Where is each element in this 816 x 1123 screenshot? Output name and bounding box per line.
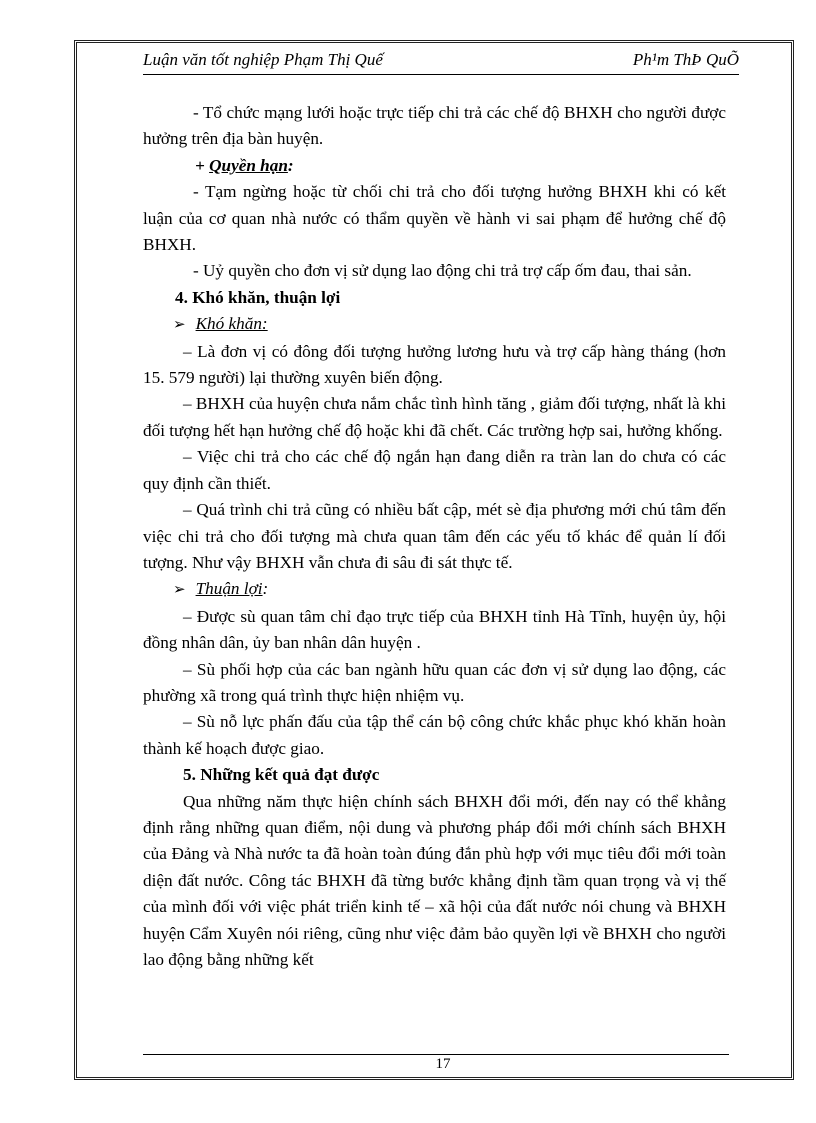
- arrow-bullet-icon: ➢: [173, 317, 186, 334]
- paragraph-advantage-2: – Sù phối hợp của các ban ngành hữu quan các đơn vị sử dụng lao động, các phường xã trong quá trình thực hiện nhiệm vụ.: [143, 659, 726, 705]
- bullet-difficulties: ➢ Khó khăn:: [173, 314, 268, 334]
- page-number: 17: [435, 1056, 451, 1072]
- arrow-bullet-icon: ➢: [173, 582, 186, 599]
- paragraph-delegate-payment: - Uỷ quyền cho đơn vị sử dụng lao động chi trả trợ cấp ốm đau, thai sản.: [193, 261, 692, 281]
- page-header: [143, 50, 739, 75]
- subheading-authority: + Quyền hạn:: [195, 155, 294, 175]
- paragraph-difficulty-1: – Là đơn vị có đông đối tượng hưởng lương hưu và trợ cấp hàng tháng (hơn 15. 579 người) lại thường xuyên biến động.: [143, 341, 726, 388]
- paragraph-difficulty-3: – Việc chi trả cho các chế độ ngắn hạn đang diễn ra tràn lan do chưa có các quy định cần thiết.: [143, 447, 726, 493]
- bullet-advantages: ➢ Thuận lợi:: [173, 579, 269, 599]
- paragraph-advantage-1: – Được sù quan tâm chỉ đạo trực tiếp của BHXH tỉnh Hà Tĩnh, huyện ủy, hội đồng nhân dân, ủy ban nhân dân huyện .: [143, 606, 726, 653]
- section-heading-5: 5. Những kết quả đạt được: [183, 765, 380, 785]
- footer-divider: [143, 1054, 729, 1055]
- header-right-author: Ph¹m ThÞ QuÕ: [632, 50, 739, 69]
- paragraph-suspend-payment: - Tạm ngừng hoặc từ chối chi trả cho đối tượng hưởng BHXH khi có kết luận của cơ quan nhà nước có thẩm quyền về hành vi sai phạm để hưởng chế độ BHXH.: [143, 182, 726, 255]
- paragraph-difficulty-4: – Quá trình chi trả cũng có nhiều bất cập, mét sè địa phương mới chú tâm đến việc chi trả cho đối tượng mà chưa quan tâm đến các yếu tố khác để quản lí đối tượng. Như vậy BHXH vẫn chưa đi sâu đi sát thực tế.: [143, 500, 726, 572]
- section-heading-4: 4. Khó khăn, thuận lợi: [175, 287, 341, 307]
- paragraph-organize-payment: - Tổ chức mạng lưới hoặc trực tiếp chi trả các chế độ BHXH cho người được hưởng trên địa bàn huyện.: [143, 103, 726, 149]
- document-body: [143, 100, 726, 973]
- header-left-title: Luận văn tốt nghiệp Phạm Thị Quế: [143, 50, 383, 69]
- paragraph-difficulty-2: – BHXH của huyện chưa nắm chắc tình hình tăng , giảm đối tượng, nhất là khi đối tượng hết hạn hưởng chế độ hoặc khi đã chết. Các trường hợp sai, hưởng khống.: [143, 394, 726, 440]
- paragraph-results: Qua những năm thực hiện chính sách BHXH đổi mới, đến nay có thể khẳng định rằng những quan điểm, nội dung và phương pháp đổi mới chính sách BHXH của Đảng và Nhà nước ta đã hoàn toàn đúng đắn phù hợp với mục tiêu đổi mới toàn diện đất nước. Công tác BHXH đã từng bước khẳng định tầm quan trọng và vị thế của mình đối với việc phát triển kinh tế – xã hội của đất nước nói chung và BHXH huyện Cẩm Xuyên nói riêng, cũng như việc đảm bảo quyền lợi về BHXH cho người lao động bằng những kết: [143, 791, 726, 969]
- paragraph-advantage-3: – Sù nỗ lực phấn đấu của tập thể cán bộ công chức khắc phục khó khăn hoàn thành kế hoạch được giao.: [143, 712, 726, 758]
